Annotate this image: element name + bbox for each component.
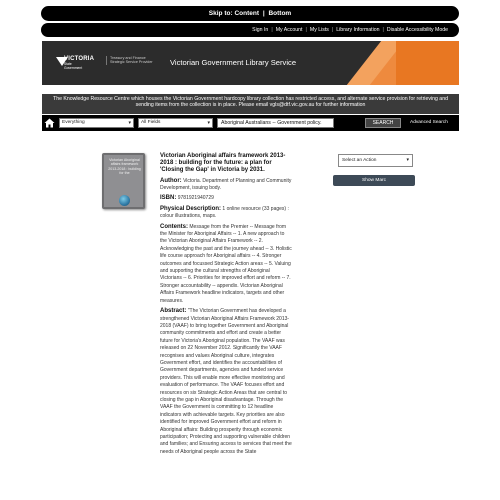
victoria-logo[interactable] — [50, 50, 95, 76]
physical-label: Physical Description: — [160, 205, 222, 212]
abstract-value: "The Victorian Government has developed a strengthened Victorian Aboriginal Affairs Framework 2013-2018 (VAAF) to bring together Government and Aboriginal community commitments and effort and create a better future for Victoria's Aboriginal population. The VAAF was released on 22 November 2012. Significantly the VAAF recognises and values Aboriginal culture, integrates Government effort, and identifies the accountabilities of Government departments, agencies and funded service providers. This will enable more effective monitoring and evaluation of performance. The VAAF focuses effort and resources on six Strategic Action Areas that are central to closing the gap in Aboriginal disadvantage. Through the VAAF the Government is committing to 12 headline indicators with achievable targets. Key priorities are also identified for improved Government effort and reform in Aboriginal affairs: Building prosperity through economic participation; Protecting and supporting vulnerable children and families; and Ensuring access to services that meet the needs of Aboriginal people across the State — [160, 308, 292, 455]
contents-value: Message from the Premier -- Message from the Minister for Aboriginal Affairs -- 1. A new approach to the Victorian Aboriginal Affairs Framework -- 2. Acknowledging the past and the journey ahead -- 3. Holistic life course approach for Aboriginal affairs -- 4. Stronger outcomes and focussed Strategic Action areas -- 5. Valuing and supporting the cultural strengths of Aboriginal Victorians -- 6. Priorities for improved effort and reform -- 7. Stronger accountability -- appendix. Victorian Aboriginal Affairs Framework headline indicators, targets and other measures. — [160, 223, 292, 304]
isbn-value: 9781921940729 — [177, 195, 214, 202]
isbn-row — [160, 195, 292, 202]
book-cover — [102, 153, 145, 209]
my-account-link[interactable]: My Account — [275, 27, 303, 33]
skip-bar — [41, 6, 459, 21]
search-input[interactable]: Aboriginal Australians -- Government policy. — [217, 118, 334, 128]
physical-row — [160, 206, 292, 221]
contents-row — [160, 224, 292, 305]
cover-text: Victorian Aboriginal affairs framework 2013-2018 : building for the — [108, 158, 141, 175]
advanced-search-link[interactable]: Advanced Search — [410, 120, 448, 125]
notice-bar: The Knowledge Resource Centre which houses the Victorian Government hardcopy library collection has restricted access, and alternate service provision for retrieving and sending items from the collection is in place. Please email vgls@dtf.vic.gov.au for further information — [42, 94, 459, 114]
disable-accessibility-link[interactable]: Disable Accessibility Mode — [386, 27, 448, 33]
search-button[interactable]: SEARCH — [365, 118, 401, 128]
abstract-label: Abstract: — [160, 308, 187, 315]
skip-content-link[interactable]: Content — [234, 10, 259, 17]
skip-label: Skip to: — [208, 10, 233, 17]
logo-sub-state: State — [64, 62, 72, 66]
logo-sub-government: Government — [64, 65, 83, 70]
home-icon[interactable] — [44, 118, 55, 128]
globe-icon — [119, 195, 130, 206]
banner-orange-block — [396, 41, 459, 85]
site-banner — [42, 41, 459, 85]
sign-in-link[interactable]: Sign In — [252, 27, 269, 33]
record-details — [160, 153, 292, 459]
library-information-link[interactable]: Library Information — [336, 27, 380, 33]
record-title: Victorian Aboriginal affairs framework 2013-2018 : building for the future: a plan for 'Closing the Gap' in Victoria by 2031. — [160, 153, 286, 174]
search-field-select[interactable]: All Fields ▾ — [138, 118, 213, 128]
abstract-row — [160, 308, 292, 456]
author-row — [160, 178, 292, 193]
logo-text: VICTORIA — [64, 56, 95, 62]
search-bar — [42, 115, 459, 131]
my-lists-link[interactable]: My Lists — [309, 27, 329, 33]
show-marc-button[interactable]: Show Marc — [333, 175, 415, 186]
search-scope-select[interactable]: Everything ▾ — [59, 118, 134, 128]
skip-bottom-link[interactable]: Bottom — [268, 10, 292, 17]
author-label: Author: — [160, 177, 182, 184]
contents-label: Contents: — [160, 223, 188, 230]
library-title: Victorian Government Library Service — [170, 58, 297, 67]
logo-subtext — [64, 63, 82, 70]
department-label — [106, 56, 153, 65]
department-line-1: Treasury and Finance — [110, 56, 146, 60]
department-line-2: Strategic Service Provider — [110, 60, 153, 65]
action-select[interactable]: Select an Action ▾ — [338, 154, 413, 167]
physical-value: 1 online resource (33 pages) : colour illustrations, maps. — [160, 205, 289, 220]
top-nav: Sign In | My Account | My Lists | Library Information | Disable Accessibility Mode — [41, 23, 459, 37]
skip-separator: | — [262, 10, 265, 17]
isbn-label: ISBN: — [160, 195, 177, 202]
author-value[interactable]: Victoria. Department of Planning and Community Development, issuing body. — [160, 177, 292, 192]
